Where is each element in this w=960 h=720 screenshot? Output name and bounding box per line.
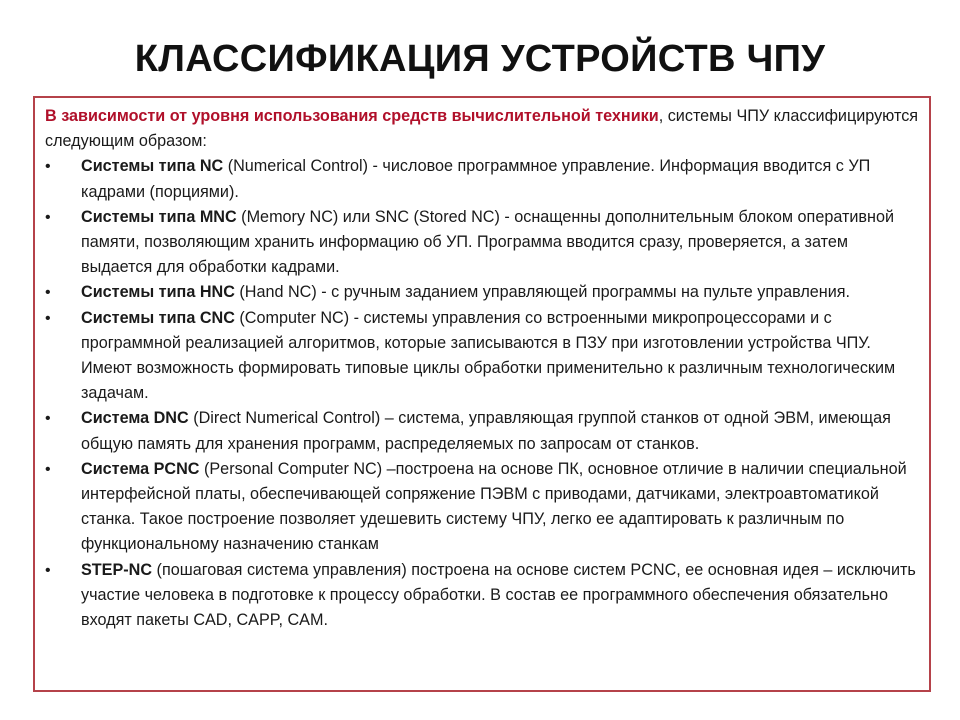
slide-title: КЛАССИФИКАЦИЯ УСТРОЙСТВ ЧПУ — [134, 38, 826, 80]
list-item-dnc — [45, 406, 919, 456]
item-term: STEP-NC — [81, 560, 153, 579]
list-item-hnc — [45, 280, 919, 305]
item-term: Системы типа NC — [81, 157, 224, 176]
item-text: (Memory NC) или SNC (Stored NC) - оснащенны дополнительным блоком оперативной памяти, позволяющим хранить информацию об УП. Программа вводится сразу, проверяется, а затем выдается для обработки кадрами. — [81, 207, 895, 277]
item-text: (пошаговая система управления) построена на основе систем PCNC, ее основная идея – исключить участие человека в подготовке к процессу обработки. В состав ее программного обеспечения обязательно входят пакеты CAD, CAPP, CAM. — [81, 560, 916, 630]
list-item-cnc — [45, 306, 919, 407]
item-text: (Numerical Control) - числовое программное управление. Информация вводится с УП кадрами (порциями). — [81, 157, 871, 201]
item-term: Системы типа MNC — [81, 207, 237, 226]
intro-accent-text: В зависимости от уровня использования средств вычислительной техники — [45, 107, 659, 125]
list-item-mnc — [45, 205, 919, 281]
item-text: (Personal Computer NC) –построена на основе ПК, основное отличие в наличии специальной интерфейсной платы, обеспечивающей сопряжение ПЭВМ с приводами, датчиками, электроавтоматикой станка. Такое построение позволяет удешевить систему ЧПУ, легко ее адаптировать к различным по функциональному назначению станкам — [81, 459, 907, 554]
bullet-icon: • — [45, 309, 51, 327]
list-item-nc — [45, 154, 919, 204]
classification-list — [45, 154, 919, 633]
bullet-icon: • — [45, 410, 51, 428]
list-item-step-nc — [45, 558, 919, 634]
list-item-pcnc — [45, 457, 919, 558]
bullet-icon: • — [45, 561, 51, 579]
content-frame — [33, 96, 931, 692]
intro-rest-text: , системы ЧПУ классифицируются следующим образом: — [45, 107, 919, 151]
item-term: Системы типа CNC — [81, 308, 235, 327]
item-term: Системы типа HNC — [81, 283, 235, 302]
bullet-icon: • — [45, 158, 51, 176]
bullet-icon: • — [45, 208, 51, 226]
item-term: Система PCNC — [81, 459, 200, 478]
bullet-icon: • — [45, 284, 51, 302]
item-term: Система DNC — [81, 409, 189, 428]
intro-paragraph — [45, 104, 919, 154]
item-text: (Computer NC) - системы управления со встроенными микропроцессорами и с программной реализацией алгоритмов, которые записываются в ПЗУ при изготовлении устройства ЧПУ. Имеют возможность формировать типовые циклы обработки применительно к различным технологическим задачам. — [81, 308, 896, 403]
bullet-icon: • — [45, 460, 51, 478]
item-text: (Hand NC) - с ручным заданием управляющей программы на пульте управления. — [234, 283, 851, 302]
item-text: (Direct Numerical Control) – система, управляющая группой станков от одной ЭВМ, имеющая общую память для хранения программ, распределяемых по запросам от станков. — [81, 409, 891, 453]
